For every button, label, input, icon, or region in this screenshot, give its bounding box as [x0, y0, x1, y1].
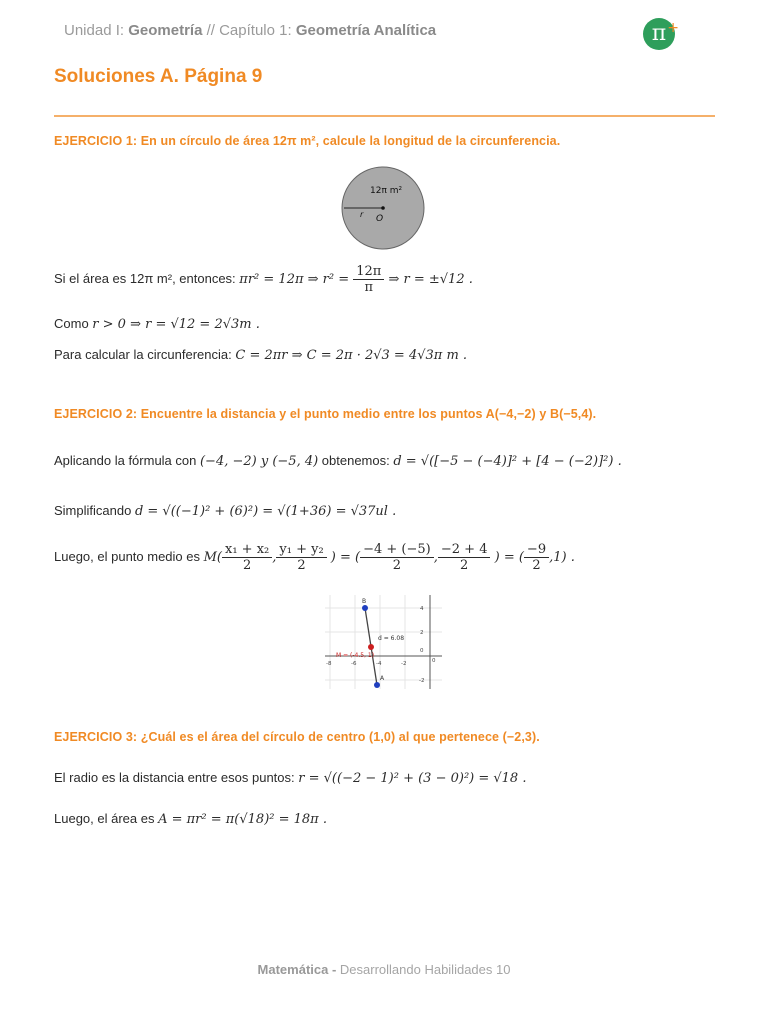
ex2-line2-math: d = √((−1)² + (6)²) = √(1+36) = √37ul . — [134, 504, 397, 519]
ex2-line1-text: Aplicando la fórmula con — [54, 453, 200, 468]
x-tick-label: -8 — [326, 661, 332, 667]
page-header — [64, 22, 436, 39]
page-title: Soluciones A. Página 9 — [54, 66, 263, 87]
ex1-line-3 — [54, 347, 467, 363]
ex3-line2-math: A = πr² = π(√18)² = 18π . — [158, 812, 327, 827]
y-tick-label: -2 — [419, 678, 425, 684]
graph-label-b: B — [362, 598, 367, 605]
ex1-line-1 — [54, 264, 473, 295]
ex1-frac-den: π — [364, 280, 374, 295]
ex2-line3-text: Luego, el punto medio es — [54, 548, 204, 564]
circle-area-label: 12π m² — [370, 186, 403, 196]
ex1-line1-math-a: πr² = 12π ⇒ r² = — [239, 271, 354, 287]
logo-symbol: π — [651, 21, 667, 46]
footer-book: Desarrollando Habilidades 10 — [339, 962, 511, 977]
graph-label-d: d = 6.08 — [378, 635, 405, 642]
ex1-line-2 — [54, 316, 260, 332]
exercise-1-heading: EJERCICIO 1: En un círculo de área 12π m², calcule la longitud de la circunferencia. — [54, 134, 561, 148]
pi-logo-icon — [643, 18, 679, 50]
mid-frac-5: $\frac{-9}{2}$ — [524, 542, 549, 573]
ex2-line1-text2: obtenemos: — [318, 453, 394, 468]
circle-radius-label: r — [360, 210, 364, 219]
ex1-line2-math: r > 0 ⇒ r = √12 = 2√3m . — [92, 317, 260, 332]
circle-figure — [340, 165, 430, 253]
graph-label-a: A — [380, 675, 385, 682]
mid-frac-4: $\frac{-2 + 4}{2}$ — [438, 542, 491, 573]
ex3-line2-text: Luego, el área es — [54, 811, 159, 826]
y-tick-label: 4 — [420, 606, 424, 612]
title-divider — [54, 115, 715, 117]
ex1-fraction — [353, 264, 384, 295]
exercise-2-heading: EJERCICIO 2: Encuentre la distancia y el punto medio entre los puntos A(−4,−2) y B(−5,4). — [54, 407, 597, 421]
y-tick-label: 0 — [420, 648, 424, 654]
x-tick-label: -2 — [401, 661, 407, 667]
footer-subject: Matemática - — [257, 962, 340, 977]
ex3-line1-text: El radio es la distancia entre esos puntos: — [54, 770, 299, 785]
ex3-line-1 — [54, 770, 526, 786]
ex2-midpoint-tail: ,1) . — [549, 549, 575, 565]
ex2-midpoint-open: M( — [203, 549, 222, 565]
x-tick-label: -4 — [376, 661, 382, 667]
unit-prefix: Unidad I: — [64, 22, 129, 39]
distance-graph — [322, 592, 446, 692]
ex1-line3-text: Para calcular la circunferencia: — [54, 347, 236, 362]
ex2-line1-points: (−4, −2) y (−5, 4) — [199, 454, 319, 469]
ex3-line1-math: r = √((−2 − 1)² + (3 − 0)²) = √18 . — [298, 771, 527, 786]
ex1-line3-math: C = 2πr ⇒ C = 2π · 2√3 = 4√3π m . — [235, 348, 468, 363]
ex3-line-2 — [54, 811, 327, 827]
logo-plus: + — [667, 20, 679, 36]
ex1-line1-math-b: ⇒ r = ±√12 . — [384, 271, 473, 287]
chapter-prefix: // Capítulo 1: — [202, 22, 296, 39]
page-footer — [0, 962, 768, 977]
ex2-line2-text: Simplificando — [54, 503, 135, 518]
ex2-line-1 — [54, 453, 622, 469]
x-tick-label: 0 — [432, 658, 436, 664]
exercise-3-heading: EJERCICIO 3: ¿Cuál es el área del círculo de centro (1,0) al que pertenece (−2,3). — [54, 730, 540, 744]
x-tick-label: -6 — [351, 661, 357, 667]
mid-frac-1: $\frac{\text{x₁ + x₂}}{2}$ — [222, 542, 272, 573]
ex1-line1-text: Si el área es 12π m², entonces: — [54, 270, 240, 286]
mid-frac-2: $\frac{\text{y₁ + y₂}}{2}$ — [276, 542, 326, 573]
ex1-frac-num: 12π — [353, 264, 384, 280]
ex2-line1-distance: d = √([−5 − (−4)]² + [4 − (−2)]²) . — [393, 454, 622, 469]
ex2-line-3: Luego, el punto medio es M( $\frac{\text{x₁ + x₂}}{2}$ , $\frac{\text{y₁ + y₂}}{2}$ ) = ( $\frac{-4 + (-5)}{2}$ , $\frac{-2 + 4}{2}$ ) = ( $\frac{-9}{2}$ ,1) . — [54, 542, 575, 573]
y-tick-label: 2 — [420, 630, 424, 636]
chapter-name: Geometría Analítica — [295, 22, 437, 39]
circle-center-label: O — [376, 214, 384, 224]
graph-label-m: M = (-4.5, 1) — [336, 652, 375, 659]
ex2-line-2 — [54, 503, 396, 519]
unit-name: Geometría — [128, 22, 203, 39]
mid-frac-3: $\frac{-4 + (-5)}{2}$ — [360, 542, 434, 573]
ex1-line2-text: Como — [54, 316, 93, 331]
